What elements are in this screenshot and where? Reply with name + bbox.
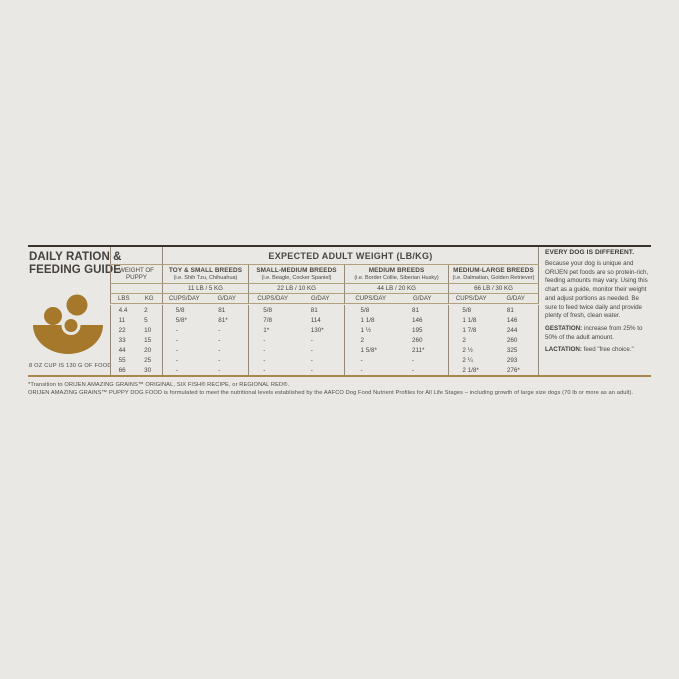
weight-header-line2: PUPPY (126, 274, 147, 281)
breed-examples: (i.e. Shih Tzu, Chihuahua) (173, 275, 238, 281)
lbs-value: 33 (118, 336, 126, 344)
cups-value: 5/8 (360, 306, 370, 314)
grams-value: 146 (506, 316, 518, 324)
breed-group-header (248, 265, 344, 283)
table-row-units (110, 294, 539, 304)
table-row (110, 305, 539, 315)
breed-name: MEDIUM-LARGE BREEDS (453, 267, 534, 274)
ration-cell (162, 345, 248, 355)
lbs-value: 4.4 (118, 306, 128, 314)
lbs-value: 22 (118, 326, 126, 334)
grams-per-day-header: G/DAY (217, 295, 236, 302)
grams-per-day-header: G/DAY (412, 295, 432, 302)
grams-value: 146 (411, 316, 423, 324)
table-row (110, 355, 539, 365)
puppy-weight-cell (110, 325, 162, 335)
grams-per-day-header: G/DAY (506, 295, 525, 302)
cups-value: 1 1/8 (360, 316, 375, 324)
weight-header-line1: WEIGHT OF (119, 267, 154, 274)
ration-cell (248, 335, 344, 345)
grams-value: 293 (506, 356, 518, 364)
guide-title (29, 251, 122, 276)
lbs-header: LBS (117, 295, 130, 302)
grams-value: - (218, 326, 221, 334)
cups-value: 2 ½ (462, 346, 473, 354)
grams-value: 325 (506, 346, 518, 354)
puppy-weight-cell (110, 315, 162, 325)
adult-weight-value: 66 LB / 30 KG (448, 284, 539, 293)
advice-panel (545, 249, 652, 355)
ration-cell (162, 335, 248, 345)
gestation-label: GESTATION: (545, 324, 583, 332)
cups-value: 2 ¼ (462, 356, 473, 364)
grams-value: - (411, 356, 415, 364)
footnote-transition: *Transition to ORIJEN AMAZING GRAINS™ ORIGINAL, SIX FISH® RECIPE, or REGIONAL RED®. (28, 382, 290, 388)
grams-value: 81 (310, 306, 318, 314)
puppy-weight-cell (110, 345, 162, 355)
lactation-text: feed "free choice." (581, 346, 634, 354)
cups-value: - (175, 356, 178, 364)
cups-value: 5/8* (175, 316, 187, 324)
cups-value: 1 1/8 (462, 316, 477, 324)
lbs-value: 44 (118, 346, 126, 354)
breed-examples: (i.e. Beagle, Cocker Spaniel) (261, 275, 332, 281)
empty-cell (110, 284, 162, 293)
ration-cell (162, 355, 248, 365)
puppy-weight-cell (110, 355, 162, 365)
cups-value: 1 7/8 (462, 326, 477, 334)
grams-value: 81 (218, 306, 226, 314)
ration-cell (344, 305, 448, 315)
grams-value: - (310, 336, 313, 344)
table-row (110, 365, 539, 375)
grams-value: - (218, 336, 221, 344)
ration-cell (344, 365, 448, 375)
guide-title-line2: FEEDING GUIDE (29, 263, 122, 276)
breed-group-header (448, 265, 539, 283)
units-header (248, 294, 344, 303)
cups-value: 7/8 (263, 316, 273, 324)
grams-value: 195 (411, 326, 423, 334)
ration-cell (344, 355, 448, 365)
breed-name: MEDIUM BREEDS (368, 267, 425, 274)
grams-value: 260 (411, 336, 423, 344)
guide-title-line1: DAILY RATION & (29, 251, 122, 263)
footnotes (28, 381, 653, 397)
cups-value: - (360, 356, 363, 364)
puppy-weight-cell (110, 365, 162, 375)
kg-value: 5 (144, 316, 148, 324)
units-header (344, 294, 448, 303)
cups-value: - (360, 366, 363, 374)
footnote-aafco: ORIJEN AMAZING GRAINS™ PUPPY DOG FOOD is formulated to meet the nutritional levels established by the AAFCO Dog Food Nutrient Profiles for All Life Stages – including growth of large size dogs (70 lb or more as an adult). (28, 390, 634, 396)
grams-value: 211* (411, 346, 425, 354)
cups-per-day-header: CUPS/DAY (168, 295, 200, 302)
empty-corner-cell (110, 247, 162, 264)
table-row (110, 335, 539, 345)
ration-cell (162, 305, 248, 315)
cups-value: 2 (360, 336, 364, 344)
grams-value: 81* (218, 316, 228, 324)
ration-cell (248, 355, 344, 365)
food-bowl-icon (31, 294, 105, 358)
ration-cell (344, 345, 448, 355)
grams-value: - (218, 366, 221, 374)
kg-value: 15 (144, 336, 152, 344)
cups-value: 5/8 (263, 306, 273, 314)
kg-value: 30 (144, 366, 152, 374)
cups-value: 1 5/8* (360, 346, 377, 354)
cups-value: - (175, 326, 178, 334)
ration-cell (448, 365, 539, 375)
grams-value: 276* (506, 366, 520, 374)
kg-value: 20 (144, 346, 152, 354)
ration-cell (162, 325, 248, 335)
ration-cell (448, 345, 539, 355)
cups-per-day-header: CUPS/DAY (257, 295, 289, 302)
ration-cell (344, 335, 448, 345)
table-row-breed-names (110, 265, 539, 284)
cups-value: - (263, 366, 266, 374)
adult-weight-value: 11 LB / 5 KG (162, 284, 248, 293)
cups-value: 1* (263, 326, 270, 334)
kg-header: KG (144, 295, 154, 302)
grams-value: 244 (506, 326, 518, 334)
table-row-adult-weight (110, 284, 539, 294)
grams-value: 260 (506, 336, 518, 344)
ration-cell (448, 335, 539, 345)
weight-units-header (110, 294, 162, 303)
feeding-table (110, 247, 539, 375)
cups-value: 2 (462, 336, 466, 344)
cups-value: 2 1/8* (462, 366, 479, 374)
breed-examples: (i.e. Border Collie, Siberian Husky) (354, 275, 439, 281)
ration-cell (248, 305, 344, 315)
grams-value: - (310, 346, 313, 354)
grams-value: 130* (310, 326, 324, 334)
table-row (110, 315, 539, 325)
cups-value: 1 ½ (360, 326, 371, 334)
grams-value: - (411, 366, 415, 374)
breed-examples: (i.e. Dalmatian, Golden Retriever) (452, 275, 535, 281)
lactation-note (545, 346, 652, 355)
cups-value: - (263, 336, 266, 344)
gestation-text: increase from 25% to 50% of the adult amount. (545, 324, 643, 341)
table-row (110, 345, 539, 355)
grams-value: - (310, 366, 313, 374)
ration-cell (248, 325, 344, 335)
ration-cell (162, 365, 248, 375)
cups-value: - (175, 336, 178, 344)
lbs-value: 11 (118, 316, 126, 324)
grams-value: 114 (310, 316, 321, 324)
advice-heading: EVERY DOG IS DIFFERENT. (545, 249, 635, 256)
grams-per-day-header: G/DAY (310, 295, 330, 302)
adult-weight-value: 44 LB / 20 KG (344, 284, 448, 293)
units-header (162, 294, 248, 303)
ration-cell (248, 365, 344, 375)
ration-cell (162, 315, 248, 325)
ration-cell (248, 345, 344, 355)
kg-value: 25 (144, 356, 152, 364)
kg-value: 2 (144, 306, 148, 314)
breed-group-header (344, 265, 448, 283)
cups-value: 5/8 (462, 306, 472, 314)
cups-value: 5/8 (175, 306, 185, 314)
breed-group-header (162, 265, 248, 283)
ration-cell (448, 355, 539, 365)
kg-value: 10 (144, 326, 152, 334)
cups-value: - (175, 366, 178, 374)
grams-value: - (218, 346, 221, 354)
cup-measure-note: 8 OZ CUP IS 130 G OF FOOD (29, 363, 112, 369)
lbs-value: 55 (118, 356, 126, 364)
grams-value: 81 (506, 306, 514, 314)
table-row (110, 325, 539, 335)
ration-cell (448, 315, 539, 325)
advice-body: Because your dog is unique and ORIJEN pet foods are so protein-rich, feeding amounts may vary. Using this chart as a guide, monitor their weight and adjust portions as needed. Be sure to feed twice daily and provide plenty of fresh, clean water. (545, 260, 649, 320)
cups-per-day-header: CUPS/DAY (455, 295, 487, 302)
lbs-value: 66 (118, 366, 126, 374)
ration-cell (344, 315, 448, 325)
units-header (448, 294, 539, 303)
puppy-weight-cell (110, 335, 162, 345)
grams-value: 81 (411, 306, 419, 314)
breed-name: SMALL-MEDIUM BREEDS (256, 267, 337, 274)
adult-weight-value: 22 LB / 10 KG (248, 284, 344, 293)
expected-adult-weight-header: EXPECTED ADULT WEIGHT (LB/KG) (162, 247, 539, 264)
bottom-divider-rule (28, 375, 651, 377)
breed-name: TOY & SMALL BREEDS (168, 267, 243, 274)
puppy-weight-cell (110, 305, 162, 315)
gestation-note (545, 325, 652, 342)
grams-value: - (218, 356, 221, 364)
ration-cell (248, 315, 344, 325)
lactation-label: LACTATION: (545, 346, 582, 354)
cups-per-day-header: CUPS/DAY (355, 295, 387, 302)
cups-value: - (263, 356, 266, 364)
ration-cell (344, 325, 448, 335)
grams-value: - (310, 356, 313, 364)
cups-value: - (263, 346, 266, 354)
cups-value: - (175, 346, 178, 354)
ration-cell (448, 325, 539, 335)
ration-cell (448, 305, 539, 315)
weight-of-puppy-header (110, 265, 162, 283)
table-data-rows (110, 304, 539, 375)
table-row-expected-weight (110, 247, 539, 265)
